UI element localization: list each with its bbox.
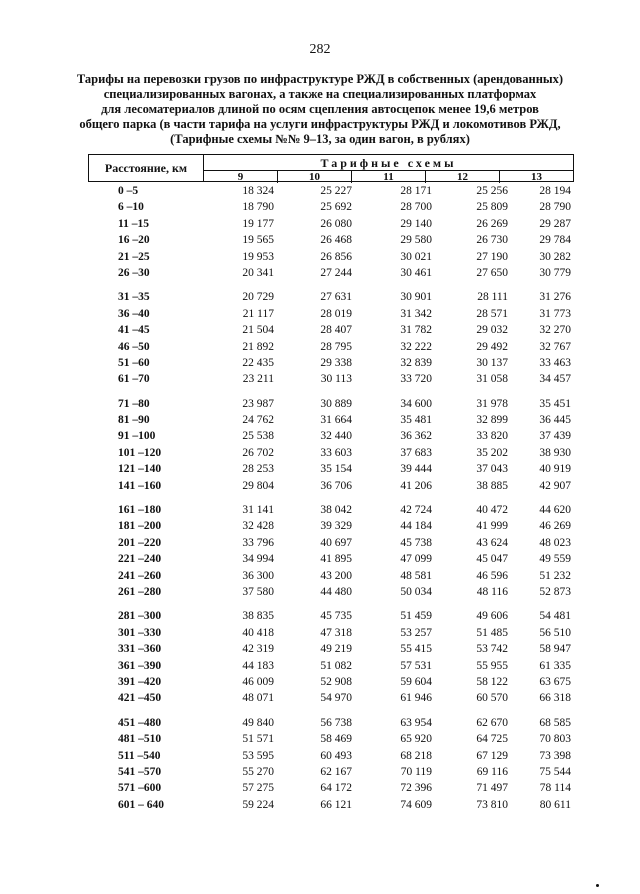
tariff-cell: 53 257 [400, 626, 432, 639]
tariff-cell: 29 140 [400, 217, 432, 230]
tariff-cell: 45 738 [400, 536, 432, 549]
tariff-cell: 37 683 [400, 446, 432, 459]
scheme-number: 10 [277, 171, 351, 183]
title-line: Тарифы на перевозки грузов по инфраструктуре РЖД в собственных (арендованных) [76, 72, 564, 86]
tariff-cell: 47 318 [320, 626, 352, 639]
distance-cell: 121 –140 [118, 463, 162, 476]
tariff-cell: 65 920 [400, 733, 432, 746]
distance-cell: 0 –5 [118, 185, 139, 197]
tariff-cell: 49 219 [320, 643, 352, 656]
distance-cell: 31 –35 [118, 291, 150, 304]
table-row [88, 536, 574, 552]
distance-cell: 571 –600 [118, 782, 162, 795]
tariff-cell: 38 042 [320, 504, 352, 517]
tariff-cell: 62 670 [476, 716, 508, 729]
tariff-cell: 27 650 [476, 266, 508, 279]
tariff-cell: 29 287 [539, 217, 571, 230]
tariff-cell: 25 692 [320, 201, 352, 214]
tariff-cell: 48 023 [539, 536, 571, 549]
schemes-header-block [203, 154, 574, 182]
title-line: специализированных вагонах, а также на специализированных платформах [103, 87, 537, 101]
distance-cell: 391 –420 [118, 675, 162, 688]
tariff-cell: 29 032 [476, 324, 508, 337]
table-row [88, 217, 574, 233]
tariff-cell: 32 899 [476, 414, 508, 427]
tariff-cell: 69 116 [476, 765, 508, 778]
tariff-cell: 48 071 [242, 692, 274, 705]
table-row [88, 413, 574, 429]
title-line: для лесоматериалов длиной по осям сцепления автосцепок менее 19,6 метров [101, 102, 539, 116]
tariff-cell: 29 784 [539, 234, 571, 247]
tariff-cell: 31 782 [400, 324, 432, 337]
distance-cell: 91 –100 [118, 430, 156, 443]
tariff-cell: 44 620 [539, 504, 571, 517]
table-row [88, 184, 574, 200]
scheme-number: 9 [237, 171, 244, 183]
table-row [88, 307, 574, 323]
tariff-cell: 30 021 [400, 250, 432, 263]
tariff-cell: 29 804 [242, 479, 274, 492]
table-row [88, 397, 574, 413]
title-line: (Тарифные схемы №№ 9–13, за один вагон, в рублях) [170, 132, 470, 146]
table-row [88, 585, 574, 601]
distance-header: Расстояние, км [88, 154, 204, 182]
tariff-cell: 30 137 [476, 356, 508, 369]
tariff-cell: 45 047 [476, 553, 508, 566]
tariff-cell: 25 809 [476, 201, 508, 214]
tariff-cell: 26 730 [476, 234, 508, 247]
distance-cell: 21 –25 [118, 250, 150, 263]
tariff-cell: 32 767 [539, 340, 571, 353]
table-row [88, 749, 574, 765]
table-row [88, 446, 574, 462]
tariff-cell: 40 919 [539, 463, 571, 476]
tariff-cell: 75 544 [539, 765, 571, 778]
tariff-cell: 59 604 [400, 675, 432, 688]
tariff-cell: 40 418 [242, 626, 274, 639]
distance-cell: 481 –510 [118, 733, 162, 746]
table-row [88, 266, 574, 282]
tariff-cell: 55 270 [242, 765, 274, 778]
tariff-cell: 28 571 [476, 307, 508, 320]
tariff-cell: 40 472 [476, 504, 508, 517]
tariff-cell: 30 901 [400, 291, 432, 304]
tariff-cell: 58 469 [320, 733, 352, 746]
table-row [88, 626, 574, 642]
tariff-cell: 49 606 [476, 610, 508, 623]
distance-cell: 61 –70 [118, 373, 150, 386]
row-group [88, 184, 574, 282]
tariff-cell: 28 019 [320, 307, 352, 320]
tariff-cell: 48 581 [400, 569, 432, 582]
tariff-cell: 29 492 [476, 340, 508, 353]
table-row [88, 340, 574, 356]
tariff-cell: 31 664 [320, 414, 352, 427]
tariff-cell: 68 585 [539, 716, 571, 729]
table-row [88, 781, 574, 797]
tariff-cell: 26 702 [242, 446, 274, 459]
tariff-cell: 33 603 [320, 446, 352, 459]
tariff-cell: 61 335 [539, 659, 571, 672]
tariff-cell: 51 459 [400, 610, 432, 623]
page-number: 282 [309, 42, 331, 57]
tariff-cell: 44 183 [242, 659, 274, 672]
table-row [88, 429, 574, 445]
tariff-cell: 43 624 [476, 536, 508, 549]
tariff-cell: 31 141 [242, 504, 274, 517]
tariff-cell: 32 222 [400, 340, 432, 353]
tariff-cell: 26 080 [320, 217, 352, 230]
distance-cell: 261 –280 [118, 585, 162, 598]
tariff-cell: 39 444 [400, 463, 432, 476]
tariff-cell: 60 493 [320, 749, 352, 762]
tariff-cell: 33 463 [539, 356, 571, 369]
table-row [88, 356, 574, 372]
tariff-cell: 25 227 [320, 185, 352, 197]
tariff-cell: 30 113 [320, 373, 352, 386]
tariff-cell: 41 895 [320, 553, 352, 566]
tariff-cell: 23 211 [242, 373, 274, 386]
tariff-cell: 71 497 [476, 782, 508, 795]
scan-mark [596, 884, 599, 887]
tariff-cell: 32 440 [320, 430, 352, 443]
tariff-cell: 49 840 [242, 716, 274, 729]
table-row [88, 675, 574, 691]
tariff-cell: 51 082 [320, 659, 352, 672]
table-row [88, 290, 574, 306]
tariff-cell: 48 116 [476, 585, 508, 598]
tariff-cell: 28 111 [477, 291, 508, 304]
table-row [88, 798, 574, 814]
row-group [88, 609, 574, 707]
tariff-cell: 18 790 [242, 201, 274, 214]
tariff-cell: 27 244 [320, 266, 352, 279]
tariff-cell: 41 206 [400, 479, 432, 492]
table-row [88, 569, 574, 585]
tariff-cell: 26 856 [320, 250, 352, 263]
tariff-cell: 46 269 [539, 520, 571, 533]
tariff-cell: 39 329 [320, 520, 352, 533]
tariff-cell: 70 119 [400, 765, 432, 778]
tariff-cell: 33 796 [242, 536, 274, 549]
tariff-cell: 33 820 [476, 430, 508, 443]
tariff-cell: 64 725 [476, 733, 508, 746]
distance-cell: 331 –360 [118, 643, 162, 656]
tariff-cell: 56 510 [539, 626, 571, 639]
tariff-cell: 28 194 [539, 185, 571, 197]
tariff-cell: 38 835 [242, 610, 274, 623]
table-row [88, 372, 574, 388]
tariff-cell: 30 889 [320, 397, 352, 410]
tariff-cell: 36 445 [539, 414, 571, 427]
table-row [88, 642, 574, 658]
distance-cell: 161 –180 [118, 504, 162, 517]
tariff-cell: 36 706 [320, 479, 352, 492]
tariff-cell: 49 559 [539, 553, 571, 566]
tariff-cell: 19 565 [242, 234, 274, 247]
tariff-cell: 62 167 [320, 765, 352, 778]
tariff-cell: 53 742 [476, 643, 508, 656]
tariff-cell: 46 009 [242, 675, 274, 688]
tariff-cell: 43 200 [320, 569, 352, 582]
tariff-cell: 30 779 [539, 266, 571, 279]
tariff-cell: 32 428 [242, 520, 274, 533]
tariff-cell: 52 873 [539, 585, 571, 598]
distance-cell: 511 –540 [118, 749, 161, 762]
tariff-cell: 36 300 [242, 569, 274, 582]
table-row [88, 233, 574, 249]
tariff-cell: 28 700 [400, 201, 432, 214]
tariff-cell: 51 485 [476, 626, 508, 639]
tariff-cell: 28 795 [320, 340, 352, 353]
table-row [88, 503, 574, 519]
tariff-cell: 26 468 [320, 234, 352, 247]
scheme-number: 13 [499, 171, 573, 183]
tariff-cell: 52 908 [320, 675, 352, 688]
row-group [88, 716, 574, 814]
tariff-cell: 21 892 [242, 340, 274, 353]
tariff-cell: 31 058 [476, 373, 508, 386]
tariff-cell: 18 324 [242, 185, 274, 197]
tariff-cell: 41 999 [476, 520, 508, 533]
tariff-cell: 50 034 [400, 585, 432, 598]
tariff-cell: 26 269 [476, 217, 508, 230]
row-group [88, 503, 574, 601]
title-line: общего парка (в части тарифа на услуги инфраструктуры РЖД и локомотивов РЖД, [79, 117, 561, 131]
tariff-cell: 40 697 [320, 536, 352, 549]
distance-cell: 241 –260 [118, 569, 162, 582]
table-row [88, 609, 574, 625]
distance-cell: 541 –570 [118, 765, 162, 778]
tariff-cell: 36 362 [400, 430, 432, 443]
tariff-cell: 24 762 [242, 414, 274, 427]
distance-cell: 101 –120 [118, 446, 162, 459]
row-group [88, 397, 574, 495]
tariff-cell: 67 129 [476, 749, 508, 762]
scheme-number: 11 [351, 171, 425, 183]
tariff-cell: 60 570 [476, 692, 508, 705]
scheme-number-row [204, 170, 573, 183]
tariff-cell: 34 994 [242, 553, 274, 566]
schemes-header: Тарифные схемы [320, 156, 457, 170]
tariff-cell: 35 202 [476, 446, 508, 459]
tariff-cell: 47 099 [400, 553, 432, 566]
tariff-cell: 38 885 [476, 479, 508, 492]
tariff-cell: 55 955 [476, 659, 508, 672]
distance-cell: 281 –300 [118, 610, 162, 623]
distance-cell: 36 –40 [118, 307, 150, 320]
tariff-cell: 78 114 [539, 782, 571, 795]
tariff-cell: 21 117 [242, 307, 274, 320]
tariff-cell: 53 595 [242, 749, 274, 762]
row-group [88, 290, 574, 388]
tariff-cell: 73 810 [476, 798, 508, 811]
tariff-cell: 42 907 [539, 479, 571, 492]
tariff-cell: 28 253 [242, 463, 274, 476]
tariff-table-body [88, 184, 574, 822]
tariff-cell: 31 276 [539, 291, 571, 304]
tariff-cell: 74 609 [400, 798, 432, 811]
table-row [88, 691, 574, 707]
tariff-cell: 35 481 [400, 414, 432, 427]
tariff-cell: 19 177 [242, 217, 274, 230]
tariff-cell: 45 735 [320, 610, 352, 623]
tariff-cell: 30 461 [400, 266, 432, 279]
tariff-cell: 61 946 [400, 692, 432, 705]
tariff-cell: 31 978 [476, 397, 508, 410]
tariff-cell: 20 729 [242, 291, 274, 304]
tariff-cell: 19 953 [242, 250, 274, 263]
tariff-cell: 32 839 [400, 356, 432, 369]
distance-cell: 301 –330 [118, 626, 162, 639]
tariff-cell: 55 415 [400, 643, 432, 656]
table-row [88, 250, 574, 266]
tariff-cell: 70 803 [539, 733, 571, 746]
table-row [88, 323, 574, 339]
table-row [88, 716, 574, 732]
tariff-cell: 30 282 [539, 250, 571, 263]
tariff-cell: 27 631 [320, 291, 352, 304]
tariff-cell: 66 121 [320, 798, 352, 811]
tariff-cell: 28 790 [539, 201, 571, 214]
tariff-cell: 56 738 [320, 716, 352, 729]
tariff-cell: 57 531 [400, 659, 432, 672]
tariff-cell: 21 504 [242, 324, 274, 337]
table-row [88, 552, 574, 568]
document-title [60, 72, 580, 147]
table-row [88, 462, 574, 478]
tariff-cell: 34 457 [539, 373, 571, 386]
tariff-cell: 68 218 [400, 749, 432, 762]
tariff-cell: 72 396 [400, 782, 432, 795]
distance-cell: 26 –30 [118, 266, 150, 279]
tariff-cell: 34 600 [400, 397, 432, 410]
scheme-number: 12 [425, 171, 499, 183]
table-row [88, 659, 574, 675]
tariff-cell: 42 319 [242, 643, 274, 656]
distance-cell: 51 –60 [118, 356, 150, 369]
distance-cell: 11 –15 [118, 217, 149, 230]
distance-cell: 451 –480 [118, 716, 162, 729]
tariff-cell: 63 954 [400, 716, 432, 729]
tariff-cell: 44 480 [320, 585, 352, 598]
tariff-cell: 37 439 [539, 430, 571, 443]
tariff-cell: 73 398 [539, 749, 571, 762]
tariff-cell: 64 172 [320, 782, 352, 795]
tariff-cell: 44 184 [400, 520, 432, 533]
tariff-cell: 22 435 [242, 356, 274, 369]
tariff-cell: 54 481 [539, 610, 571, 623]
distance-cell: 81 –90 [118, 414, 150, 427]
table-row [88, 200, 574, 216]
distance-cell: 361 –390 [118, 659, 162, 672]
tariff-cell: 38 930 [539, 446, 571, 459]
tariff-cell: 37 043 [476, 463, 508, 476]
tariff-cell: 31 342 [400, 307, 432, 320]
tariff-cell: 29 580 [400, 234, 432, 247]
table-row [88, 519, 574, 535]
tariff-cell: 63 675 [539, 675, 571, 688]
table-header [88, 154, 574, 182]
tariff-cell: 46 596 [476, 569, 508, 582]
tariff-cell: 59 224 [242, 798, 274, 811]
tariff-cell: 37 580 [242, 585, 274, 598]
tariff-cell: 20 341 [242, 266, 274, 279]
tariff-cell: 31 773 [539, 307, 571, 320]
distance-cell: 221 –240 [118, 553, 162, 566]
tariff-cell: 23 987 [242, 397, 274, 410]
distance-cell: 201 –220 [118, 536, 162, 549]
tariff-cell: 25 256 [476, 185, 508, 197]
tariff-cell: 28 171 [400, 185, 432, 197]
tariff-cell: 28 407 [320, 324, 352, 337]
table-row [88, 479, 574, 495]
tariff-cell: 33 720 [400, 373, 432, 386]
tariff-cell: 51 571 [242, 733, 274, 746]
distance-cell: 16 –20 [118, 234, 150, 247]
table-row [88, 765, 574, 781]
distance-cell: 6 –10 [118, 201, 144, 214]
table-row [88, 732, 574, 748]
tariff-cell: 42 724 [400, 504, 432, 517]
tariff-cell: 66 318 [539, 692, 571, 705]
tariff-cell: 58 122 [476, 675, 508, 688]
distance-cell: 71 –80 [118, 397, 150, 410]
distance-cell: 421 –450 [118, 692, 162, 705]
distance-cell: 41 –45 [118, 324, 150, 337]
tariff-cell: 35 451 [539, 397, 571, 410]
distance-cell: 141 –160 [118, 479, 162, 492]
tariff-cell: 27 190 [476, 250, 508, 263]
tariff-cell: 57 275 [242, 782, 274, 795]
tariff-cell: 25 538 [242, 430, 274, 443]
tariff-cell: 58 947 [539, 643, 571, 656]
tariff-cell: 54 970 [320, 692, 352, 705]
distance-cell: 46 –50 [118, 340, 150, 353]
tariff-cell: 32 270 [539, 324, 571, 337]
tariff-cell: 80 611 [539, 798, 571, 811]
tariff-cell: 29 338 [320, 356, 352, 369]
tariff-cell: 51 232 [539, 569, 571, 582]
tariff-cell: 35 154 [320, 463, 352, 476]
distance-cell: 601 – 640 [118, 798, 164, 811]
distance-cell: 181 –200 [118, 520, 162, 533]
